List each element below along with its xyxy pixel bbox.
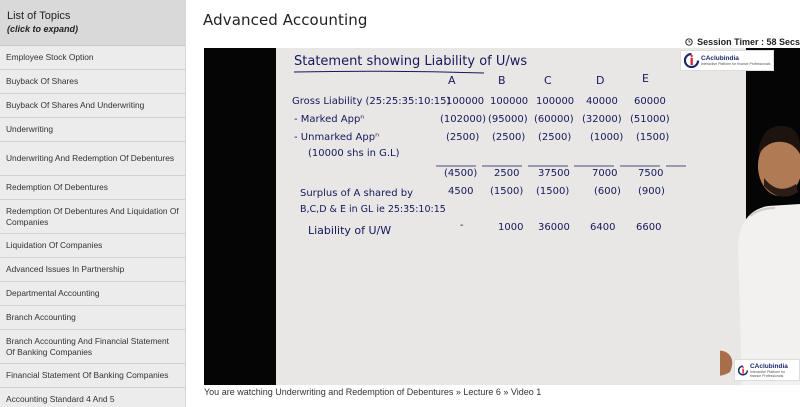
topic-label: Redemption Of Debentures And Liquidation Of Companies: [6, 205, 179, 227]
board-row-label: Liability of U/W: [308, 224, 392, 237]
topic-label: Redemption Of Debentures: [6, 182, 108, 192]
board-column-header: E: [642, 72, 649, 85]
board-row-label: - Marked Appⁿ: [294, 114, 365, 125]
board-value: 100000: [490, 96, 529, 107]
logo-name: CAclubindia: [701, 55, 739, 62]
board-value: 6400: [590, 222, 616, 233]
board-value: (2500): [538, 132, 572, 143]
board-value: -: [460, 220, 464, 231]
board-value: (2500): [446, 132, 480, 143]
video-caption: You are watching Underwriting and Redemption of Debentures » Lecture 6 » Video 1: [204, 387, 542, 397]
logo-tagline: Interactive Platform for finance Professionals: [749, 369, 786, 378]
session-timer: [685, 37, 800, 47]
presenter-figure: [720, 96, 800, 385]
board-column-header: C: [544, 74, 552, 87]
topic-item[interactable]: [0, 176, 185, 200]
topic-item[interactable]: [0, 142, 185, 176]
board-value: (600): [594, 186, 621, 197]
topic-item[interactable]: [0, 234, 185, 258]
board-value: (60000): [534, 114, 574, 125]
topic-item[interactable]: [0, 94, 185, 118]
topic-item[interactable]: [0, 364, 185, 388]
topic-label: Financial Statement Of Banking Companies: [6, 370, 169, 380]
board-value: (51000): [630, 114, 670, 125]
board-value: (1500): [490, 186, 524, 197]
sidebar-title: List of Topics: [7, 10, 71, 22]
topic-label: Buyback Of Shares And Underwriting: [6, 100, 145, 110]
topic-label: Accounting Standard 4 And 5: [6, 394, 115, 404]
topic-label: Liquidation Of Companies: [6, 240, 103, 250]
board-value: (4500): [444, 168, 478, 179]
sidebar-subtitle: (click to expand): [7, 24, 79, 34]
board-value: 7500: [638, 168, 664, 179]
topic-label: Underwriting: [6, 124, 54, 134]
session-timer-text: Session Timer : 58 Secs: [697, 37, 800, 47]
topic-label: Advanced Issues In Partnership: [6, 264, 125, 274]
board-value: 40000: [586, 96, 618, 107]
logo-tagline: Interactive Platform for finance Professionals: [701, 62, 771, 66]
board-value: (95000): [488, 114, 528, 125]
topic-item[interactable]: [0, 388, 185, 407]
board-value: (32000): [582, 114, 622, 125]
brand-logo: [680, 50, 774, 71]
board-value: (1500): [536, 186, 570, 197]
board-value: (1000): [590, 132, 624, 143]
board-row-label: - Unmarked Appⁿ: [294, 132, 380, 143]
board-value: 100000: [536, 96, 575, 107]
board-value: 4500: [448, 186, 474, 197]
board-row-label: Gross Liability (25:25:35:10:15): [292, 96, 451, 107]
topic-item[interactable]: [0, 70, 185, 94]
board-row-label: B,C,D & E in GL ie 25:35:10:15: [300, 204, 446, 215]
topic-item[interactable]: [0, 330, 185, 364]
page-title: Advanced Accounting: [203, 11, 368, 29]
topic-item[interactable]: [0, 46, 185, 70]
topic-label: Departmental Accounting: [6, 288, 100, 298]
board-value: (900): [638, 186, 665, 197]
sidebar-header[interactable]: [0, 0, 185, 46]
board-value: 37500: [538, 168, 570, 179]
board-column-header: D: [596, 74, 605, 87]
board-value: 36000: [538, 222, 570, 233]
topic-label: Buyback Of Shares: [6, 76, 79, 86]
brand-logo-watermark: [734, 359, 800, 381]
board-value: 60000: [634, 96, 666, 107]
board-value: (1500): [636, 132, 670, 143]
clock-icon: [685, 38, 693, 46]
topic-item[interactable]: [0, 258, 185, 282]
board-value: 2500: [494, 168, 520, 179]
board-value: 100000: [446, 96, 485, 107]
board-heading: Statement showing Liability of U/ws: [294, 54, 528, 69]
main-content: [186, 0, 800, 407]
topic-item[interactable]: [0, 306, 185, 330]
board-value: 7000: [592, 168, 618, 179]
logo-name: CAclubindia: [749, 362, 788, 370]
board-value: (102000): [440, 114, 486, 125]
board-column-header: A: [448, 74, 456, 87]
board-value: 1000: [498, 222, 524, 233]
topic-item[interactable]: [0, 282, 185, 306]
topic-label: Branch Accounting And Financial Statement Of Banking Companies: [6, 335, 169, 357]
topic-label: Underwriting And Redemption Of Debentures: [6, 153, 175, 163]
topic-label: Employee Stock Option: [6, 52, 94, 62]
whiteboard: [276, 48, 746, 385]
topic-label: Branch Accounting: [6, 312, 76, 322]
caclubindia-logo-icon: [684, 53, 699, 68]
topic-item[interactable]: [0, 118, 185, 142]
board-column-header: B: [498, 74, 506, 87]
board-row-label: Surplus of A shared by: [300, 188, 413, 199]
caclubindia-logo-icon: [738, 363, 748, 378]
video-player[interactable]: [204, 48, 800, 385]
board-value: (2500): [492, 132, 526, 143]
topics-sidebar: [0, 0, 186, 407]
board-value: 6600: [636, 222, 662, 233]
board-row-label: (10000 shs in G.L): [308, 148, 400, 159]
topic-item[interactable]: [0, 200, 185, 234]
